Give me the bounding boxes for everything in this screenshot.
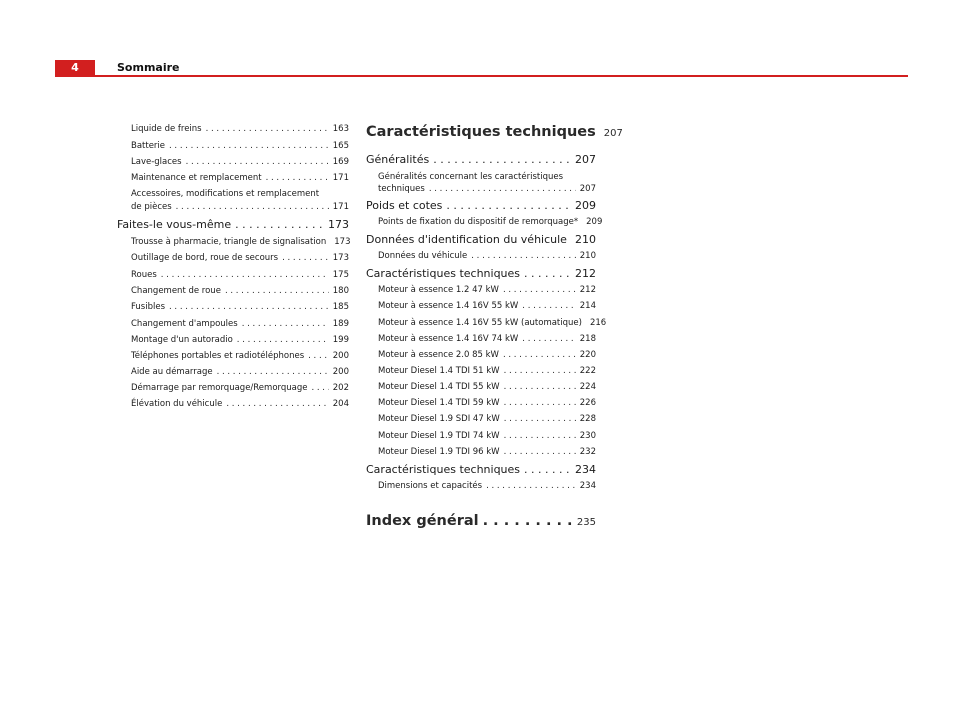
toc-entry-line1[interactable]: Accessoires, modifications et remplacement bbox=[131, 189, 320, 199]
header-rule bbox=[55, 75, 908, 77]
toc-entry[interactable]: Moteur à essence 2.0 85 kW . . . 220 bbox=[378, 350, 596, 360]
toc-entry[interactable]: Batterie . . . 165 bbox=[131, 141, 349, 151]
toc-entry[interactable]: Moteur Diesel 1.4 TDI 51 kW . . . 222 bbox=[378, 366, 596, 376]
toc-chapter[interactable]: Caractéristiques techniques 207 bbox=[366, 124, 623, 140]
toc-entry[interactable]: Aide au démarrage . . . 200 bbox=[131, 367, 349, 377]
toc-entry-line1[interactable]: Généralités concernant les caractéristiques bbox=[378, 172, 564, 182]
toc-entry[interactable]: Moteur Diesel 1.4 TDI 55 kW . . . 224 bbox=[378, 382, 596, 392]
toc-section[interactable]: Données d'identification du véhicule . . . 210 bbox=[366, 233, 596, 246]
toc-entry[interactable]: Moteur Diesel 1.4 TDI 59 kW . . . 226 bbox=[378, 398, 596, 408]
page-header bbox=[55, 60, 908, 76]
toc-entry[interactable]: techniques . . . 207 bbox=[378, 184, 596, 194]
toc-entry[interactable]: Moteur à essence 1.4 16V 55 kW . . . 214 bbox=[378, 301, 596, 311]
toc-entry[interactable]: Trousse à pharmacie, triangle de signalisation 173 bbox=[131, 237, 351, 247]
page-number: 4 bbox=[55, 60, 95, 76]
toc-entry[interactable]: Moteur à essence 1.2 47 kW . . . 212 bbox=[378, 285, 596, 295]
page-title: Sommaire bbox=[117, 61, 180, 74]
toc-entry[interactable]: Maintenance et remplacement . . . 171 bbox=[131, 173, 349, 183]
toc-entry[interactable]: Points de fixation du dispositif de remorquage* 209 bbox=[378, 217, 603, 227]
toc-entry[interactable]: Données du véhicule . . . 210 bbox=[378, 251, 596, 261]
toc-entry[interactable]: Moteur Diesel 1.9 TDI 96 kW . . . 232 bbox=[378, 447, 596, 457]
toc-entry[interactable]: Moteur à essence 1.4 16V 74 kW . . . 218 bbox=[378, 334, 596, 344]
toc-section[interactable]: Poids et cotes . . . 209 bbox=[366, 199, 596, 212]
toc-entry[interactable]: Montage d'un autoradio . . . 199 bbox=[131, 335, 349, 345]
toc-entry[interactable]: Moteur à essence 1.4 16V 55 kW (automatique) 216 bbox=[378, 318, 607, 328]
toc-entry[interactable]: Lave-glaces . . . 169 bbox=[131, 157, 349, 167]
toc-entry[interactable]: Changement de roue . . . 180 bbox=[131, 286, 349, 296]
toc-entry[interactable]: Outillage de bord, roue de secours . . . 173 bbox=[131, 253, 349, 263]
toc-section[interactable]: Faites-le vous-même . . . 173 bbox=[117, 218, 349, 231]
toc-entry[interactable]: Liquide de freins . . . 163 bbox=[131, 124, 349, 134]
toc-entry[interactable]: de pièces . . . 171 bbox=[131, 202, 349, 212]
toc-entry[interactable]: Fusibles . . . 185 bbox=[131, 302, 349, 312]
toc-section[interactable]: Généralités . . . 207 bbox=[366, 153, 596, 166]
toc-section[interactable]: Caractéristiques techniques . . . 234 bbox=[366, 463, 596, 476]
toc-entry[interactable]: Téléphones portables et radiotéléphones . . . 200 bbox=[131, 351, 349, 361]
toc-entry[interactable]: Élévation du véhicule . . . 204 bbox=[131, 399, 349, 409]
toc-entry[interactable]: Moteur Diesel 1.9 TDI 74 kW . . . 230 bbox=[378, 431, 596, 441]
toc-entry[interactable]: Démarrage par remorquage/Remorquage . . . 202 bbox=[131, 383, 349, 393]
toc-chapter[interactable]: Index général . . . 235 bbox=[366, 513, 596, 529]
toc-entry[interactable]: Changement d'ampoules . . . 189 bbox=[131, 319, 349, 329]
toc-entry[interactable]: Dimensions et capacités . . . 234 bbox=[378, 481, 596, 491]
toc-entry[interactable]: Moteur Diesel 1.9 SDI 47 kW . . . 228 bbox=[378, 414, 596, 424]
toc-entry[interactable]: Roues . . . 175 bbox=[131, 270, 349, 280]
toc-section[interactable]: Caractéristiques techniques . . . 212 bbox=[366, 267, 596, 280]
